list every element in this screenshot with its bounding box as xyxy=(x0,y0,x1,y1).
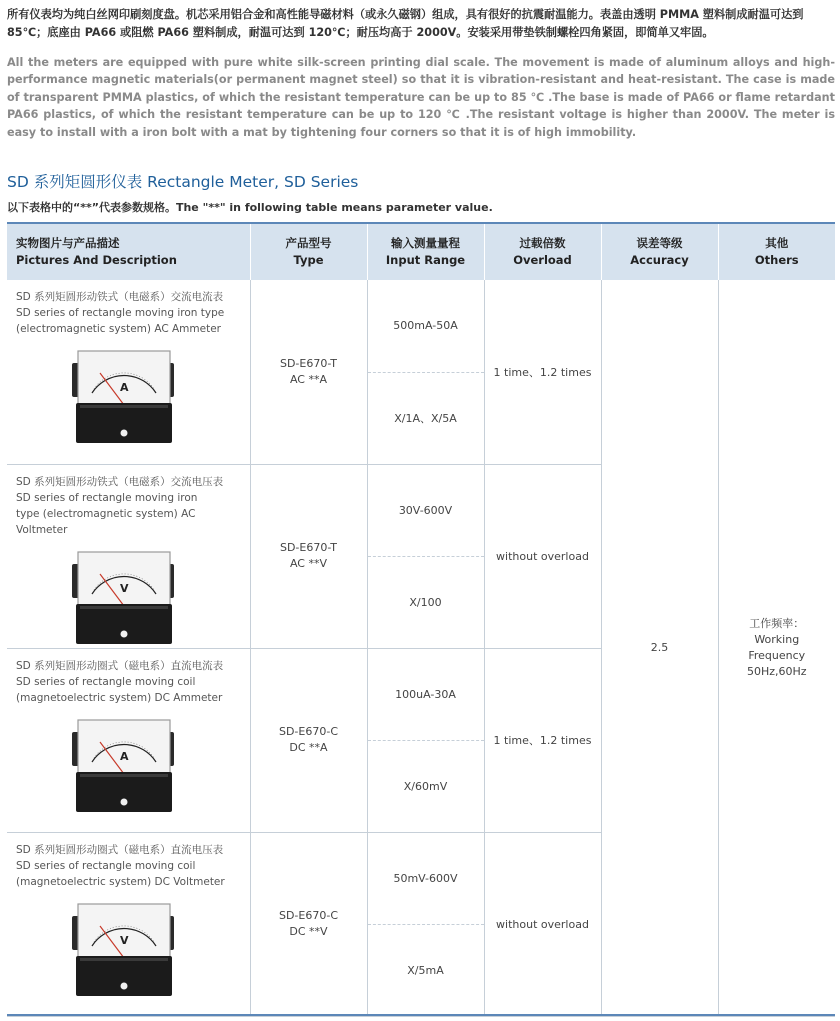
meter-photo xyxy=(70,550,178,646)
input-range-secondary: X/1A、X/5A xyxy=(367,372,484,464)
meter-photo xyxy=(70,349,178,445)
others-value: 工作频率： Working Frequency 50Hz,60Hz xyxy=(718,280,835,1016)
overload-value: without overload xyxy=(484,832,601,1016)
svg-text:A: A xyxy=(120,381,129,394)
meter-photo xyxy=(70,718,178,814)
meter-photo xyxy=(70,902,178,998)
product-description: SD 系列矩圆形动铁式（电磁系）交流电压表 SD series of rectangle moving iron type (electromagnetic system) AC Voltmeter V xyxy=(7,464,250,648)
overload-value: 1 time、1.2 times xyxy=(484,280,601,464)
product-description: SD 系列矩圆形动圈式（磁电系）直流电压表 SD series of rectangle moving coil (magnetoelectric system) DC Voltmeter V xyxy=(7,832,250,1016)
input-range-primary: 30V-600V xyxy=(367,464,484,556)
spec-table xyxy=(7,222,835,1017)
input-range-secondary: X/5mA xyxy=(367,924,484,1016)
product-row-top xyxy=(7,280,835,372)
header-type: 产品型号 Type xyxy=(250,223,367,280)
product-type: SD-E670-T AC **V xyxy=(250,464,367,648)
header-range: 输入测量量程 Input Range xyxy=(367,223,484,280)
overload-value: 1 time、1.2 times xyxy=(484,648,601,832)
input-range-primary: 50mV-600V xyxy=(367,832,484,924)
input-range-secondary: X/60mV xyxy=(367,740,484,832)
series-title: SD 系列矩圆形仪表 Rectangle Meter, SD Series xyxy=(7,173,359,191)
bottom-rule xyxy=(7,1014,835,1016)
svg-text:V: V xyxy=(120,581,129,595)
product-description: SD 系列矩圆形动铁式（电磁系）交流电流表 SD series of rectangle moving iron type (electromagnetic system) AC Ammeter A xyxy=(7,280,250,464)
table-note: 以下表格中的“**”代表参数规格。The "**" in following table means parameter value. xyxy=(7,201,493,214)
header-accuracy: 误差等级 Accuracy xyxy=(601,223,718,280)
svg-text:A: A xyxy=(120,749,129,763)
header-overload: 过载倍数 Overload xyxy=(484,223,601,280)
product-type: SD-E670-C DC **A xyxy=(250,648,367,832)
svg-text:V: V xyxy=(120,933,129,947)
intro-english: All the meters are equipped with pure white silk-screen printing dial scale. The movement is made of aluminum alloys and high-performance magnetic materials(or permanent magnet steel) so that it is vibration-resistant and heat-resistant. The case is made of transparent PMMA plastics, of which the resistant temperature can be up to 85 ℃ .The base is made of PA66 or flame retardant PA66 plastics, of which the resistant temperature can be up to 120 ℃ .The resistant voltage is higher than 2000V. The meter is easy to install with a iron bolt with a mat by tightening four corners so that it is of high immobility. xyxy=(7,56,835,139)
product-description: SD 系列矩圆形动圈式（磁电系）直流电流表 SD series of rectangle moving coil (magnetoelectric system) DC Ammeter A xyxy=(7,648,250,832)
input-range-primary: 100uA-30A xyxy=(367,648,484,740)
header-desc: 实物图片与产品描述 Pictures And Description xyxy=(7,223,250,280)
accuracy-value: 2.5 xyxy=(601,280,718,1016)
product-type: SD-E670-C DC **V xyxy=(250,832,367,1016)
input-range-secondary: X/100 xyxy=(367,556,484,648)
overload-value: without overload xyxy=(484,464,601,648)
table-header-row xyxy=(7,223,835,280)
intro-chinese: 所有仪表均为纯白丝网印刷刻度盘。机芯采用铝合金和高性能导磁材料（或永久磁钢）组成，具有很好的抗震耐温能力。表盖由透明 PMMA 塑料制成耐温可达到 85℃；底座由 PA66 或阻燃 PA66 塑料制成，耐温可达到 120℃；耐压均高于 2000V。安装采用带垫铁制螺栓四角紧固，即简单又牢固。 xyxy=(7,8,804,39)
product-type: SD-E670-T AC **A xyxy=(250,280,367,464)
header-others: 其他 Others xyxy=(718,223,835,280)
input-range-primary: 500mA-50A xyxy=(367,280,484,372)
